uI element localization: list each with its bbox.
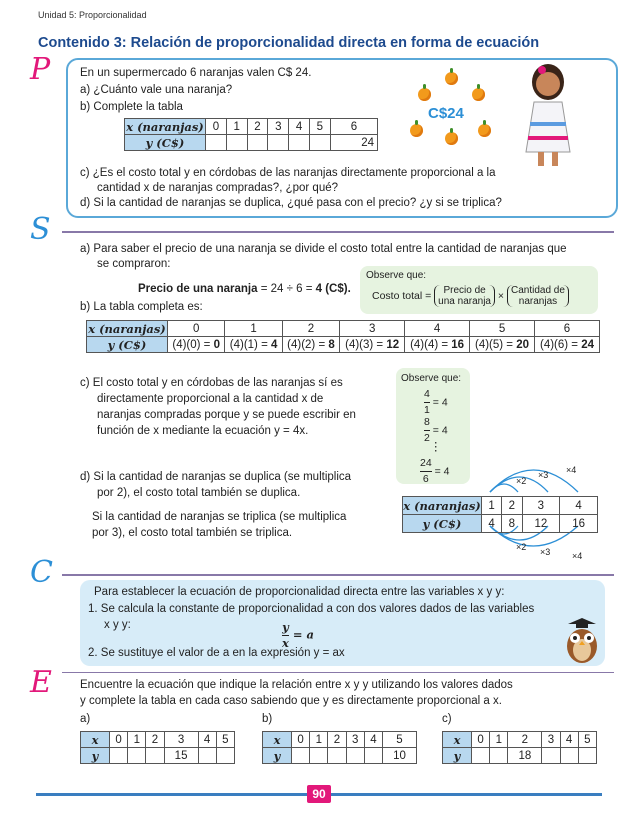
table-cell: 3 [340,321,405,337]
s-c-line1: c) El costo total y en córdobas de las naranjas sí es [80,377,343,389]
table-cell: 3 [164,732,198,748]
table-header-x: x [81,732,110,748]
table-header-y: y [263,748,292,764]
s-c-line4: función de x mediante la ecuación y = 4x. [97,425,309,437]
section-rule [62,574,614,576]
table-header-y: y [443,748,472,764]
table-cell: 5 [216,732,234,748]
costo-total-label: Costo total = [372,289,432,302]
e-table-b-label: b) [262,713,273,725]
table-cell [146,748,164,764]
c-step-1: 1. Se calcula la constante de proporcionalidad a con dos valores dados de las variables [88,603,535,615]
table-cell [346,748,364,764]
table-cell: 4 [560,732,578,748]
table-cell: 3 [522,497,560,515]
orange-icon [445,132,458,145]
table-cell: (4)(3) = 12 [340,337,405,353]
times-sign: × [497,289,505,302]
section-rule [62,231,614,233]
s-c-line2: directamente proporcional a la cantidad x de [97,393,324,405]
s-table [86,320,600,353]
table-cell [268,135,289,151]
table-cell: (4)(6) = 24 [534,337,599,353]
table-cell [128,748,146,764]
p-question-b: b) Complete la tabla [80,101,183,113]
table-cell: 5 [470,321,535,337]
e-table-a-label: a) [80,713,91,725]
table-cell: 2 [328,732,346,748]
cantidad-de-group: Cantidad de naranjas [507,285,569,307]
table-cell: 5 [309,119,330,135]
table-cell [226,135,247,151]
table-cell [292,748,310,764]
table-header-y: y (C$) [125,135,206,151]
s-t-line2: por 3), el costo total también se triplica. [92,527,293,539]
table-cell [310,748,328,764]
orange-icon [418,88,431,101]
table-cell: 1 [226,119,247,135]
girl-illustration [508,62,588,170]
section-letter-p: P [30,52,51,87]
s-t-line1: Si la cantidad de naranjas se triplica (se multiplica [92,511,347,523]
e-instruction-line2: y complete la tabla en cada caso sabiendo que y es directamente proporcional a x. [80,695,502,707]
table-cell: 1 [482,497,502,515]
table-cell: 1 [128,732,146,748]
arrow-label-x2-top: ×2 [516,476,527,486]
page-title: Contenido 3: Relación de proporcionalidad directa en forma de ecuación [38,35,540,51]
precio-expression: = 24 ÷ 6 = [260,283,316,295]
table-header-y: y (C$) [403,515,482,533]
table-cell: 12 [522,515,560,533]
e-instruction-line1: Encuentre la ecuación que indique la relación entre x y y utilizando los valores dados [80,679,513,691]
s-b: b) La tabla completa es: [80,301,203,313]
p-question-c-line1: c) ¿Es el costo total y en córdobas de las naranjas directamente proporcional a la [80,167,496,179]
section-letter-e: E [30,665,52,700]
s-d-line1: d) Si la cantidad de naranjas se duplica (se multiplica [80,471,352,483]
table-cell: 2 [502,497,522,515]
c-step-1-vars: x y y: [104,619,131,631]
table-cell: 1 [310,732,328,748]
arrow-label-x2-bottom: ×2 [516,542,527,552]
orange-icon [410,124,423,137]
page-number: 90 [307,785,331,803]
p-intro: En un supermercado 6 naranjas valen C$ 24. [80,67,312,79]
table-cell: 2 [282,321,339,337]
e-table-c [442,731,597,764]
table-header-x: x [443,732,472,748]
table-cell: (4)(5) = 20 [470,337,535,353]
orange-icon [472,88,485,101]
unit-header: Unidad 5: Proporcionalidad [38,10,147,20]
table-cell: 6 [534,321,599,337]
table-cell [328,748,346,764]
table-cell: 4 [364,732,382,748]
table-cell: 4 [482,515,502,533]
s-small-table [402,496,598,533]
section-letter-c: C [30,555,53,590]
s-a-line1: a) Para saber el precio de una naranja se divide el costo total entre la cantidad de naranjas que [80,243,567,255]
p-question-d: d) Si la cantidad de naranjas se duplica, ¿qué pasa con el precio? ¿y si se triplica? [80,197,502,209]
table-cell: 3 [268,119,289,135]
table-cell: 2 [247,119,268,135]
s-d-line2: por 2), el costo total también se duplica. [97,487,301,499]
table-cell: 6 [330,119,377,135]
table-cell: (4)(4) = 16 [405,337,470,353]
orange-icon [445,72,458,85]
orange-icon [478,124,491,137]
table-cell: 5 [383,732,417,748]
table-cell [198,748,216,764]
table-cell: 0 [472,732,490,748]
ratio-3: $\frac{24}{6}$ = 4 [420,457,450,485]
e-table-a [80,731,235,764]
table-header-y: y (C$) [87,337,168,353]
c-formula: $\frac{y}{x}$ = a [282,620,314,650]
price-tag: C$24 [428,105,464,122]
table-cell: 2 [508,732,542,748]
table-cell: 2 [146,732,164,748]
table-cell: 4 [560,497,598,515]
table-cell: 24 [330,135,377,151]
p-question-c-line2: cantidad x de naranjas compradas?, ¿por qué? [97,182,339,194]
table-cell [542,748,560,764]
table-cell: 8 [502,515,522,533]
table-cell [472,748,490,764]
p-question-a: a) ¿Cuánto vale una naranja? [80,84,233,96]
arrow-label-x4-bottom: ×4 [572,551,583,561]
arrow-label-x4-top: ×4 [566,465,577,475]
p-table [124,118,378,151]
table-cell [110,748,128,764]
table-cell: (4)(2) = 8 [282,337,339,353]
c-step-2: 2. Se sustituye el valor de a en la expresión y = ax [88,647,345,659]
table-cell [490,748,508,764]
e-table-c-label: c) [442,713,452,725]
s-a-line2: se compraron: [97,258,171,270]
table-cell: 0 [292,732,310,748]
table-header-x: x (naranjas) [88,321,166,336]
precio-result: 4 (C$). [315,283,351,295]
table-cell [560,748,578,764]
table-cell [309,135,330,151]
observe-label: Observe que: [366,270,427,281]
table-cell: 18 [508,748,542,764]
table-cell [364,748,382,764]
owl-illustration [562,614,602,666]
table-cell: 10 [383,748,417,764]
table-cell: 0 [168,321,225,337]
s-precio-line [138,282,351,297]
table-cell [289,135,310,151]
arrow-label-x3-bottom: ×3 [540,547,551,557]
table-cell: 3 [346,732,364,748]
table-cell [578,748,596,764]
table-cell: (4)(0) = 0 [168,337,225,353]
observe-label-2: Observe que: [401,373,462,384]
table-cell: 4 [405,321,470,337]
ratio-1: $\frac{4}{1}$ = 4 [424,388,448,416]
table-cell: 1 [225,321,282,337]
table-cell: 4 [289,119,310,135]
costo-formula [372,285,569,307]
s-c-line3: naranjas compradas porque y se puede escribir en [97,409,356,421]
section-rule [62,672,614,673]
ratio-2: $\frac{8}{2}$ = 4 [424,416,448,444]
arrow-label-x3-top: ×3 [538,470,549,480]
section-letter-s: S [30,212,51,247]
precio-label: Precio de una naranja [138,283,258,295]
table-header-x: x (naranjas) [403,498,481,513]
table-cell [247,135,268,151]
table-cell: 15 [164,748,198,764]
table-cell [216,748,234,764]
table-header-x: x (naranjas) [126,119,204,134]
table-cell [206,135,227,151]
precio-de-group: Precio de una naranja [434,285,495,307]
table-cell: 4 [198,732,216,748]
table-header-y: y [81,748,110,764]
table-cell: 3 [542,732,560,748]
table-cell: 1 [490,732,508,748]
table-cell: 0 [110,732,128,748]
table-cell: (4)(1) = 4 [225,337,282,353]
table-header-x: x [263,732,292,748]
table-cell: 16 [560,515,598,533]
ratio-ellipsis: ⋮ [430,441,442,453]
table-cell: 5 [578,732,596,748]
e-table-b [262,731,417,764]
table-cell: 0 [206,119,227,135]
c-intro: Para establecer la ecuación de proporcionalidad directa entre las variables x y y: [94,586,505,598]
